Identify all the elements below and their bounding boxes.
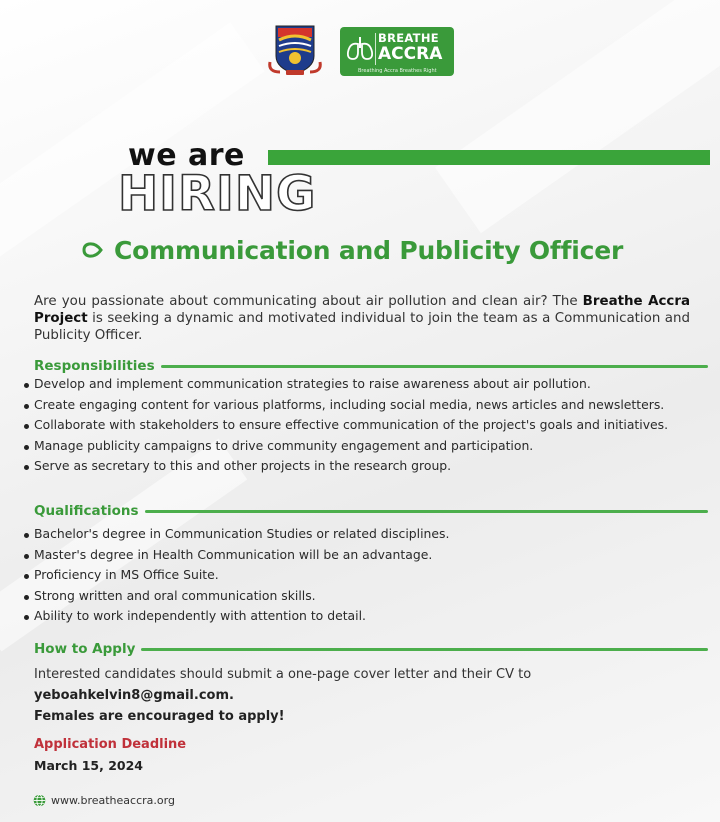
list-item: Develop and implement communication strategies to raise awareness about air pollution. <box>22 374 712 395</box>
university-crest-logo <box>266 22 324 78</box>
responsibilities-list <box>22 374 712 477</box>
contact-email[interactable]: yeboahkelvin8@gmail.com. <box>34 688 234 703</box>
arrow-bullet-icon <box>82 241 104 259</box>
headline-we-are: we are <box>128 138 245 173</box>
qualifications-list <box>22 524 712 627</box>
logo-divider <box>375 33 376 65</box>
logo-tagline: Breathing Accra Breathes Right <box>358 68 437 74</box>
section-divider <box>161 365 708 368</box>
list-item: Serve as secretary to this and other projects in the research group. <box>22 456 712 477</box>
intro-text-end: is seeking a dynamic and motivated individual to join the team as a Communication and Publicity Officer. <box>34 311 690 343</box>
responsibilities-heading-row <box>34 358 708 374</box>
deadline-heading: Application Deadline <box>34 737 187 752</box>
responsibilities-heading: Responsibilities <box>34 358 155 374</box>
section-divider <box>141 648 708 651</box>
list-item: Manage publicity campaigns to drive community engagement and participation. <box>22 436 712 457</box>
list-item: Create engaging content for various platforms, including social media, news articles and newsletters. <box>22 395 712 416</box>
qualifications-heading: Qualifications <box>34 503 139 519</box>
globe-icon <box>33 794 46 807</box>
intro-text-start: Are you passionate about communicating about air pollution and clean air? The <box>34 294 583 309</box>
diversity-note: Females are encouraged to apply! <box>34 709 285 724</box>
lungs-icon <box>345 34 375 62</box>
background-stripe <box>435 0 720 233</box>
job-title-row <box>82 232 623 268</box>
how-to-apply-text: Interested candidates should submit a one-page cover letter and their CV to <box>34 667 532 682</box>
logo-word-breathe: BREATHE <box>378 31 439 45</box>
how-to-apply-heading: How to Apply <box>34 641 136 657</box>
headline-green-bar <box>268 150 710 165</box>
logo-wordmark <box>378 30 442 62</box>
website-link[interactable] <box>33 794 175 807</box>
breathe-accra-logo <box>340 27 454 76</box>
job-title: Communication and Publicity Officer <box>114 235 624 265</box>
list-item: Strong written and oral communication skills. <box>22 586 712 607</box>
deadline-date: March 15, 2024 <box>34 758 143 773</box>
headline-hiring: HIRING <box>118 166 317 222</box>
qualifications-heading-row <box>34 503 708 519</box>
website-url: www.breatheaccra.org <box>51 794 175 807</box>
list-item: Master's degree in Health Communication will be an advantage. <box>22 545 712 566</box>
intro-paragraph <box>34 293 690 344</box>
list-item: Proficiency in MS Office Suite. <box>22 565 712 586</box>
project-name: Breathe Accra Project <box>34 294 691 326</box>
list-item: Bachelor's degree in Communication Studies or related disciplines. <box>22 524 712 545</box>
list-item: Ability to work independently with attention to detail. <box>22 606 712 627</box>
section-divider <box>145 510 708 513</box>
list-item: Collaborate with stakeholders to ensure effective communication of the project's goals and initiatives. <box>22 415 712 436</box>
logo-word-accra: ACCRA <box>378 44 443 64</box>
how-to-apply-heading-row <box>34 641 708 657</box>
